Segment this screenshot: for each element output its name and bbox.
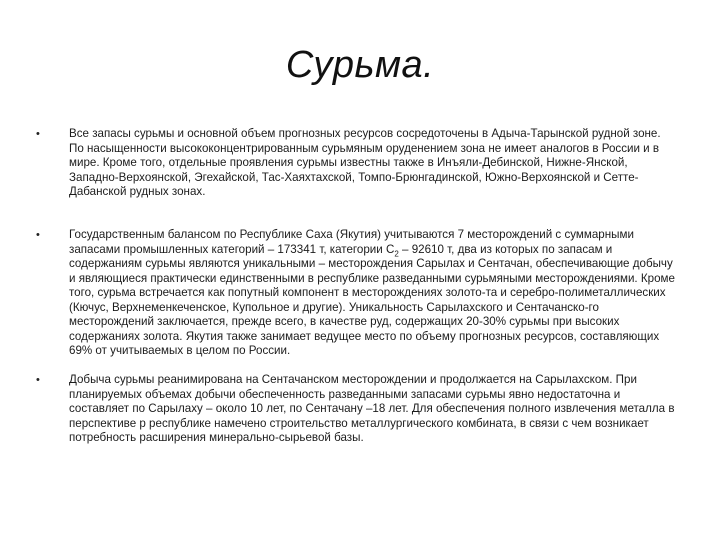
bullet-list	[36, 127, 676, 446]
slide-title: Сурьма.	[285, 44, 435, 86]
bullet-item-reserves-zone	[36, 127, 676, 228]
bullet-marker: •	[36, 374, 40, 386]
bullet-text-part: – 92610 т, два из которых по запасам и содержаниям сурьмы являются уникальными – месторождения Сарылах и Сентачан, обеспечивающие добычу и являющиеся практически единственными в республике разведанными сурьмяными месторождениями. Кроме того, сурьма встречается как попутный компонент в месторождениях золото-та и серебро-полиметаллических (Кючус, Верхнеменкеченское, Купольное и другие). Уникальность Сарылахского и Сентачанско-го месторождений заключается, прежде всего, в качестве руд, содержащих 20-30% сурьмы при высоких содержаниях золота. Якутия также занимает ведущее место по объему прогнозных ресурсов, составляющих 69% от учитываемых в целом по России.	[69, 242, 675, 357]
bullet-item-state-balance	[36, 228, 676, 373]
bullet-text-part: Государственным балансом по Республике Саха (Якутия) учитываются 7 месторождений с суммарными запасами промышленных категорий – 173341 т, категории C	[69, 228, 634, 256]
bullet-item-mining	[36, 373, 676, 446]
bullet-marker: •	[36, 128, 40, 140]
bullet-text	[69, 228, 675, 357]
category-subscript: 2	[394, 248, 399, 258]
bullet-text: Все запасы сурьмы и основной объем прогнозных ресурсов сосредоточены в Адыча-Тарынской рудной зоне. По насыщенности высококонцентрированным сурьмяным оруденением зона не имеет аналогов в России и в мире. Кроме того, отдельные проявления сурьмы известны также в Инъяли-Дебинской, Нижне-Янской, Западно-Верхоянской, Эгехайской, Тас-Хаяхтахской, Томпо-Брюнгадинской, Южно-Верхоянской и Сетте-Дабанской рудных зонах.	[69, 127, 661, 198]
bullet-marker: •	[36, 229, 40, 241]
bullet-text: Добыча сурьмы реанимирована на Сентачанском месторождении и продолжается на Сарылахском. При планируемых объемах добычи обеспеченность разведанными запасами сурьмы явно недостаточна и составляет по Сарылаху – около 10 лет, по Сентачану –18 лет. Для обеспечения полного извлечения металла в перспективе р республике намечено строительство металлургического комбината, в связи с чем возникает потребность расширения минерально-сырьевой базы.	[69, 373, 675, 444]
